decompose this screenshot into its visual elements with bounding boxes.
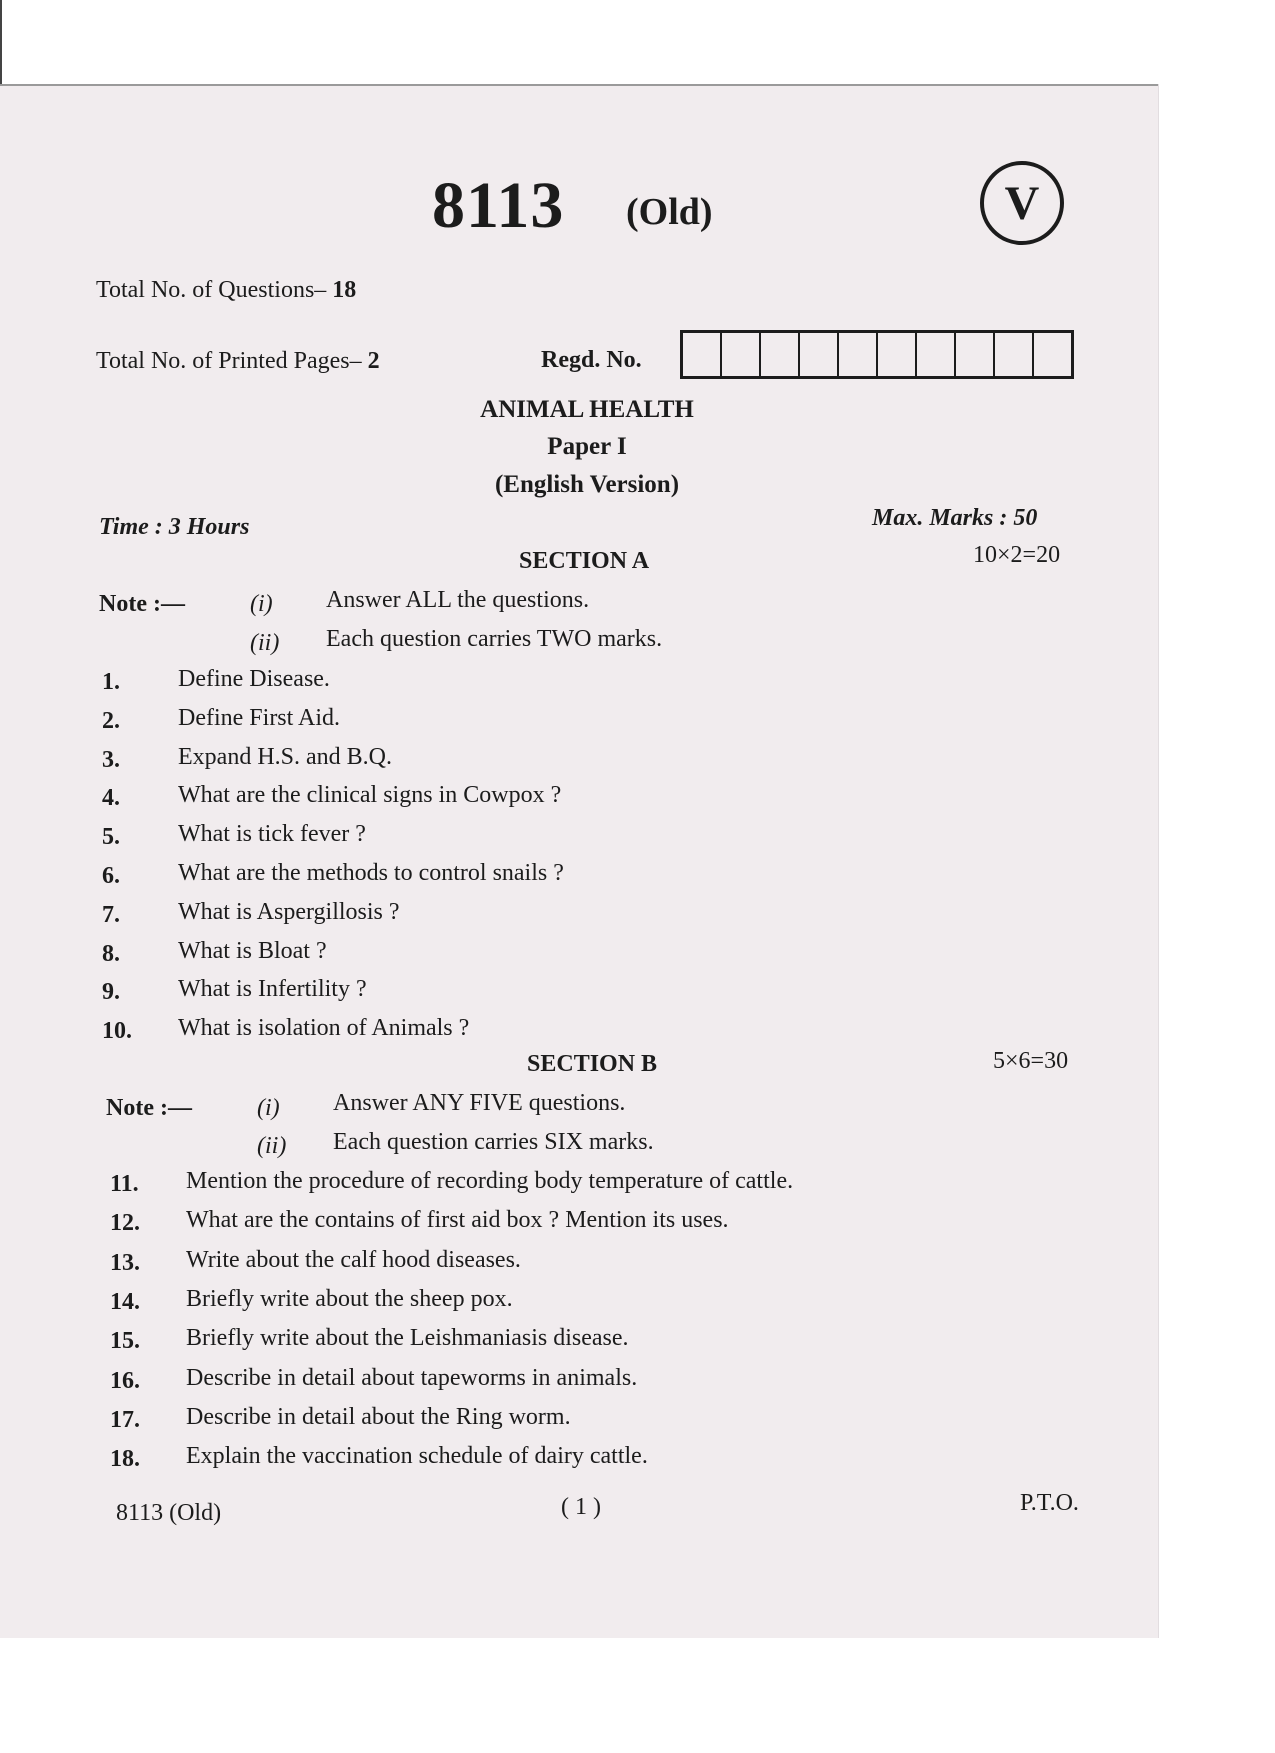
footer-code: 8113 (Old)	[116, 1500, 222, 1526]
section-b-question-number: 13.	[110, 1249, 140, 1276]
section-a-question-number: 2.	[102, 707, 120, 734]
section-a-question-text: What is isolation of Animals ?	[178, 1015, 470, 1042]
regd-digit-cell[interactable]	[839, 333, 878, 376]
section-a-question-text: Define Disease.	[178, 666, 330, 692]
regd-digit-cell[interactable]	[956, 333, 995, 376]
section-b-note-num: (ii)	[257, 1133, 287, 1159]
section-a-note-text: Each question carries TWO marks.	[326, 626, 663, 652]
section-b-question-text: Briefly write about the Leishmaniasis disease.	[186, 1325, 629, 1352]
regd-digit-cell[interactable]	[683, 333, 722, 376]
section-b-question-number: 12.	[110, 1210, 140, 1237]
regd-digit-cell[interactable]	[761, 333, 800, 376]
section-a-note-text: Answer ALL the questions.	[326, 587, 590, 613]
section-a-note-num: (ii)	[250, 630, 280, 656]
section-b-question-number: 14.	[110, 1288, 140, 1315]
section-b-note-num: (i)	[257, 1095, 280, 1121]
section-a-title: SECTION A	[519, 548, 650, 574]
section-a-question-text: What is tick fever ?	[178, 821, 366, 848]
section-a-question-text: What is Infertility ?	[178, 976, 367, 1003]
section-a-question-number: 10.	[102, 1018, 132, 1045]
time-allowed: Time : 3 Hours	[99, 514, 250, 540]
section-b-note-text: Each question carries SIX marks.	[333, 1129, 654, 1155]
total-questions	[96, 277, 356, 304]
section-b-note-text: Answer ANY FIVE questions.	[333, 1090, 626, 1116]
section-b-note-label: Note :—	[106, 1095, 192, 1121]
section-a-marks: 10×2=20	[973, 542, 1061, 568]
section-b-question-text: Write about the calf hood diseases.	[186, 1246, 521, 1273]
version-mark-badge	[980, 161, 1064, 245]
total-pages-value: 2	[367, 348, 380, 374]
paper-code-suffix: (Old)	[626, 191, 713, 233]
section-a-note-num: (i)	[250, 591, 273, 617]
section-b-question-text: Briefly write about the sheep pox.	[186, 1285, 513, 1312]
section-a-question-text: What are the methods to control snails ?	[178, 860, 564, 886]
total-pages	[96, 348, 380, 375]
section-b-question-text: What are the contains of first aid box ? Mention its uses.	[186, 1207, 729, 1234]
section-a-question-text: Define First Aid.	[178, 704, 340, 731]
regd-digit-cell[interactable]	[917, 333, 956, 376]
regd-digit-cell[interactable]	[1034, 333, 1071, 376]
section-a-question-number: 7.	[102, 901, 120, 928]
section-b-title: SECTION B	[527, 1051, 658, 1077]
total-pages-label: Total No. of Printed Pages–	[96, 348, 362, 374]
section-b-question-number: 16.	[110, 1367, 140, 1394]
section-a-question-text: What is Aspergillosis ?	[178, 898, 400, 925]
section-a-question-number: 1.	[102, 669, 120, 695]
subject-title: ANIMAL HEALTH	[480, 396, 694, 423]
paper-code: 8113	[432, 169, 565, 242]
sheet-top-edge	[0, 84, 1158, 86]
section-a-question-number: 4.	[102, 785, 120, 812]
section-a-question-text: Expand H.S. and B.Q.	[178, 743, 392, 770]
section-b-question-number: 18.	[110, 1446, 140, 1473]
regd-label: Regd. No.	[541, 347, 642, 373]
section-a-question-number: 6.	[102, 863, 120, 889]
section-b-question-text: Mention the procedure of recording body temperature of cattle.	[186, 1168, 794, 1194]
paper-number: Paper I	[547, 433, 627, 460]
section-a-question-number: 9.	[102, 979, 120, 1006]
regd-digit-cell[interactable]	[995, 333, 1034, 376]
version-title: (English Version)	[494, 471, 680, 498]
paper-sheet	[0, 84, 1158, 1638]
version-mark-letter: V	[1004, 176, 1040, 230]
page-number: ( 1 )	[561, 1494, 601, 1520]
regd-digit-cell[interactable]	[722, 333, 761, 376]
pto-label: P.T.O.	[1020, 1490, 1079, 1516]
section-a-question-number: 3.	[102, 746, 120, 773]
max-marks: Max. Marks : 50	[872, 505, 1038, 531]
section-b-question-text: Describe in detail about tapeworms in animals.	[186, 1364, 638, 1391]
section-a-question-text: What is Bloat ?	[178, 937, 327, 964]
section-b-question-number: 15.	[110, 1328, 140, 1355]
section-b-question-number: 17.	[110, 1406, 140, 1433]
regd-digit-cell[interactable]	[878, 333, 917, 376]
regd-digit-cell[interactable]	[800, 333, 839, 376]
section-b-question-number: 11.	[110, 1171, 139, 1197]
total-questions-label: Total No. of Questions–	[96, 277, 327, 303]
section-a-note-label: Note :—	[99, 591, 185, 617]
section-b-marks: 5×6=30	[993, 1048, 1069, 1074]
section-a-question-text: What are the clinical signs in Cowpox ?	[178, 782, 562, 809]
section-b-question-text: Describe in detail about the Ring worm.	[186, 1403, 571, 1430]
scan-edge	[0, 0, 2, 90]
section-b-question-text: Explain the vaccination schedule of dairy cattle.	[186, 1443, 648, 1470]
section-a-question-number: 8.	[102, 940, 120, 967]
regd-number-boxes[interactable]	[680, 330, 1074, 379]
total-questions-value: 18	[332, 277, 357, 303]
section-a-question-number: 5.	[102, 824, 120, 851]
